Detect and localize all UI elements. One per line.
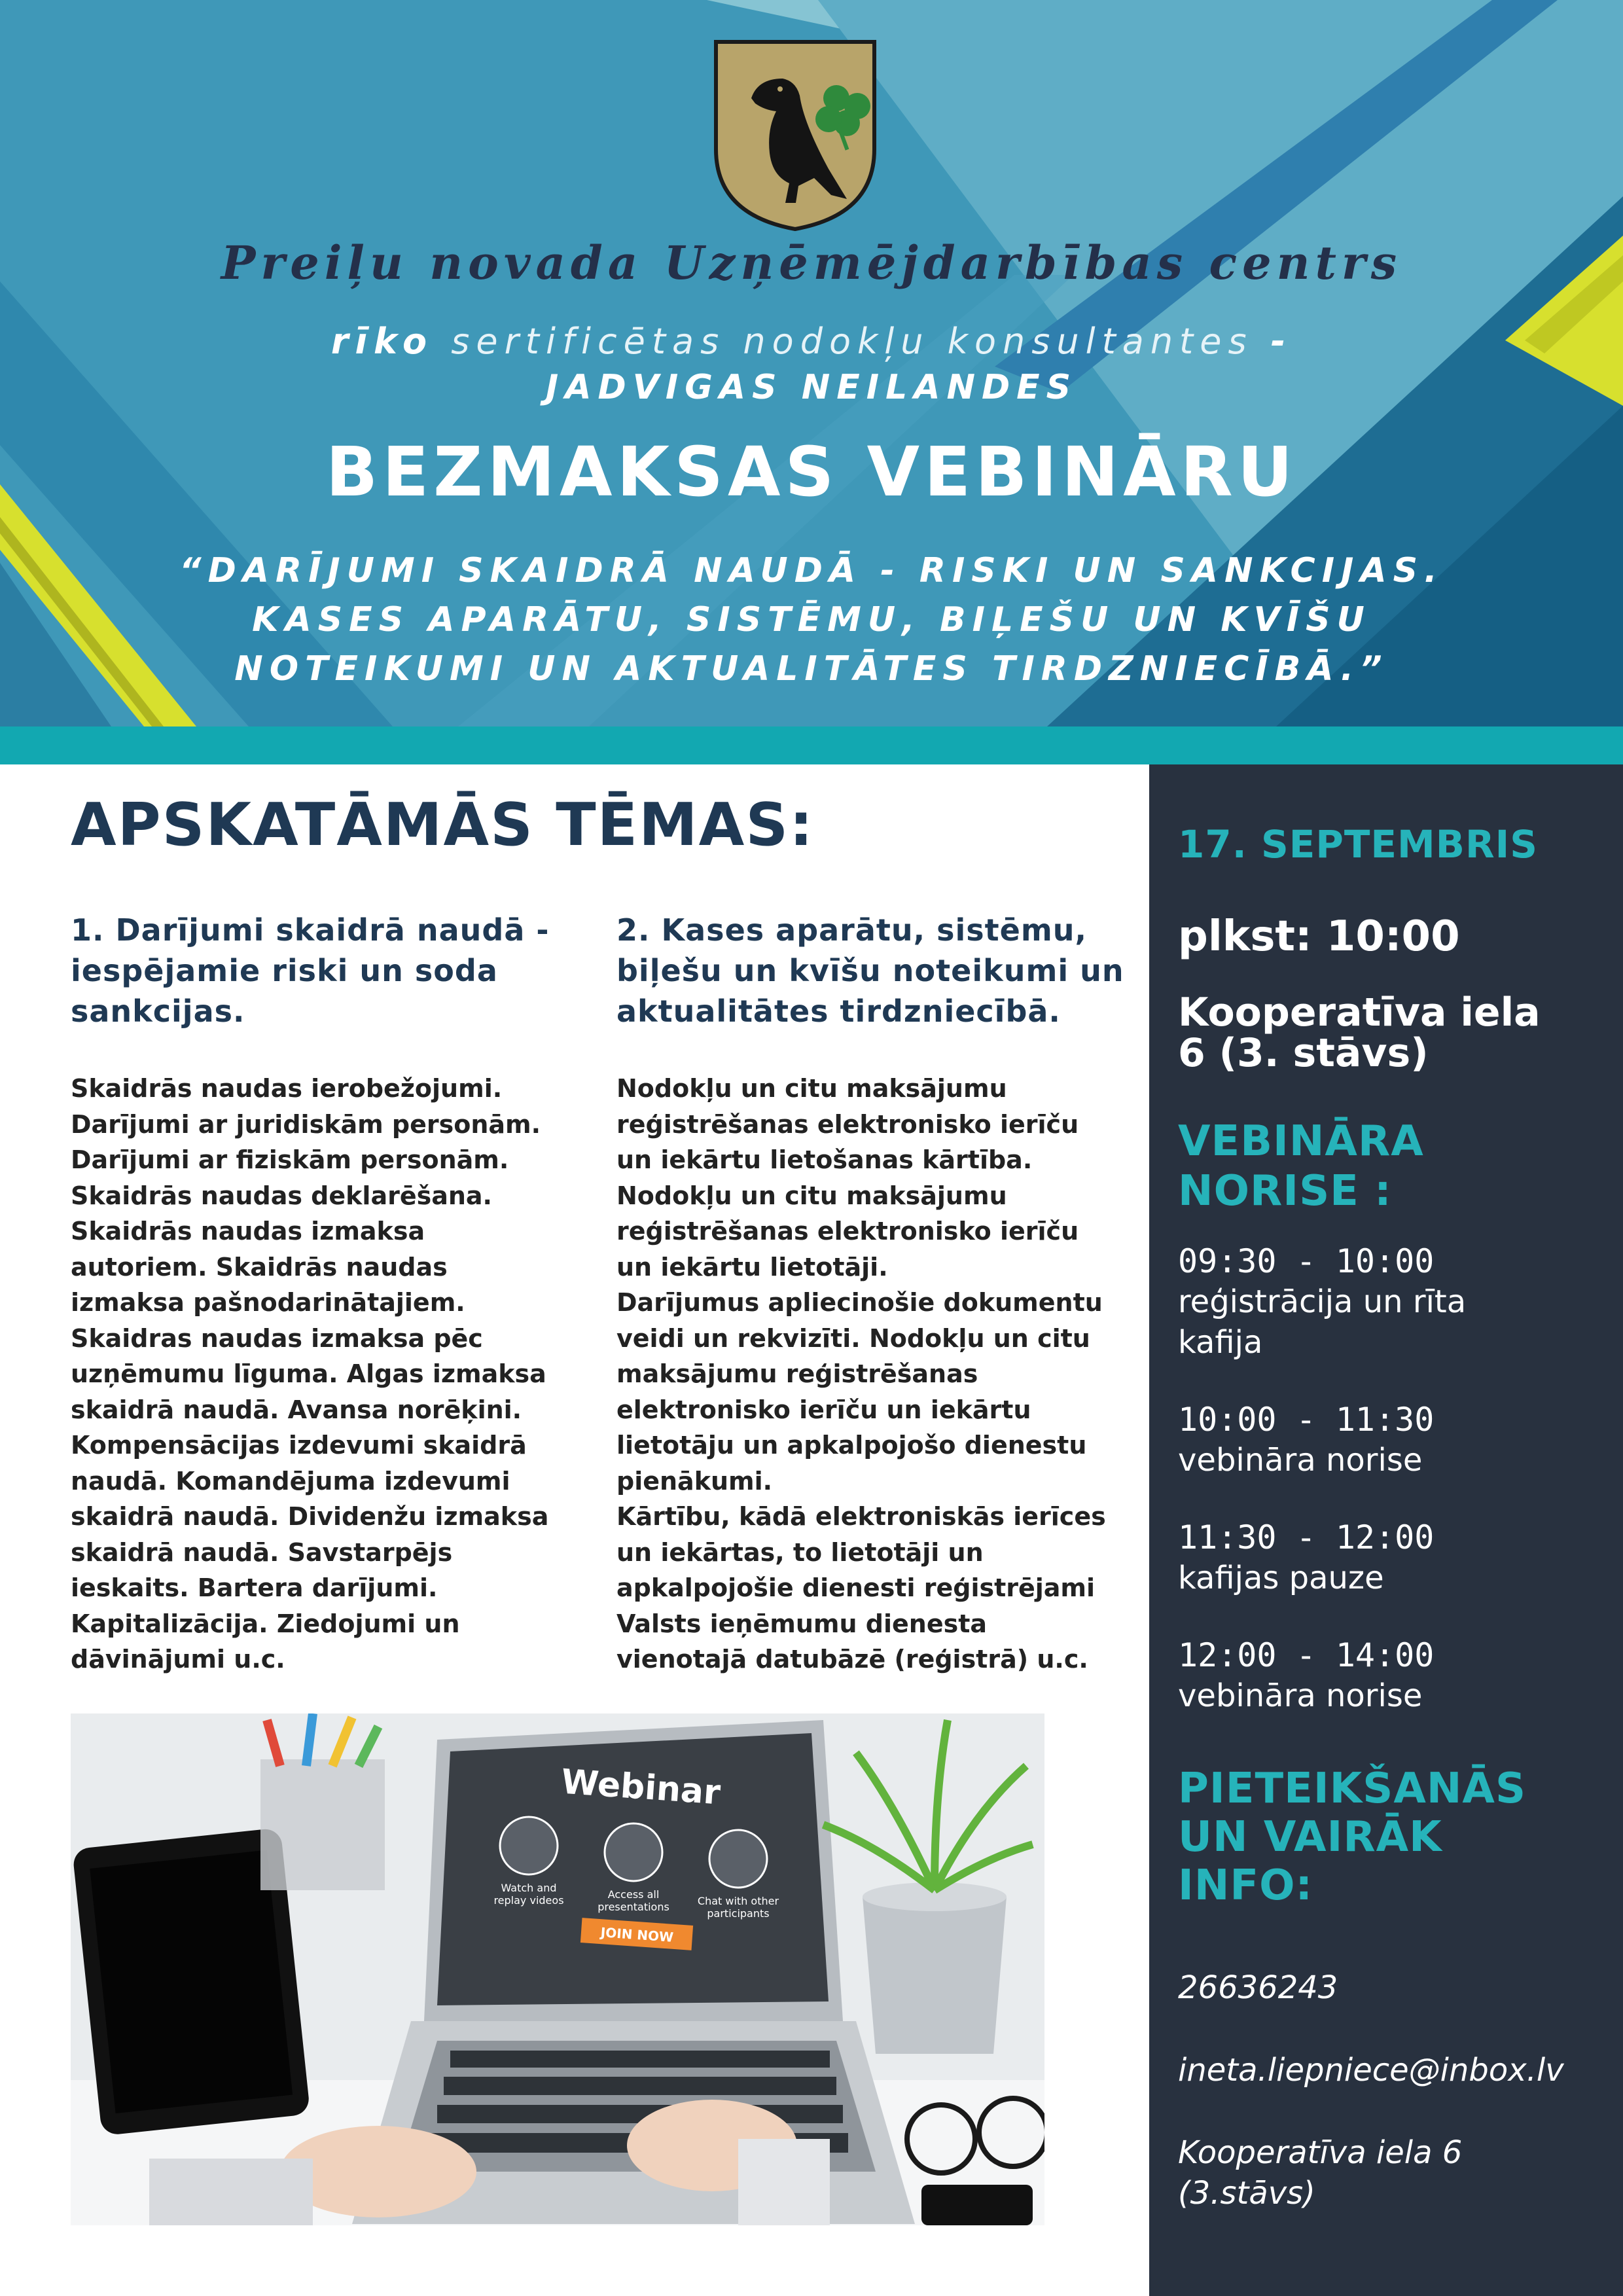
header-banner (0, 0, 1623, 726)
webinar-topic-line: KASES APARĀTU, SISTĒMU, BIĻEŠU UN KVĪŠU (252, 600, 1371, 639)
event-title: BEZMAKSAS VEBINĀRU (325, 432, 1298, 512)
schedule-item (1178, 1635, 1610, 1716)
event-details-sidebar (1149, 764, 1623, 2296)
event-date: 17. SEPTEMBRIS (1178, 822, 1538, 867)
schedule-item (1178, 1517, 1610, 1598)
topic-title: 1. Darījumi skaidrā naudā - iespējamie riski un soda sankcijas. (71, 912, 550, 1029)
organizer-description: sertificētas nodokļu konsultantes (433, 321, 1271, 362)
schedule-time: 11:30 - 12:00 (1178, 1518, 1435, 1556)
schedule-time: 12:00 - 14:00 (1178, 1636, 1435, 1674)
topic-body: Nodokļu un citu maksājumu reģistrēšanas elektronisko ierīču un iekārtu lietošanas kārtība. Nodokļu un citu maksājumu reģistrēšanas elektronisko ierīču un iekārtu lietotāji. Darījumus apliecinošie dokumentu veidi un rekvizīti. Nodokļu un citu maksājumu reģistrēšanas elektronisko ierīču un iekārtu lietotāju un apkalpojošo dienestu pienākumi. Kārtību, kādā elektroniskās ierīces un iekārtas, to lietotāji un apkalpojošie dienesti reģistrējami Valsts ieņēmumu dienesta vienotajā datubāzē (reģistrā) u.c. (616, 1074, 1106, 1674)
contact-email-link[interactable]: ineta.liepniece@inbox.lv (1178, 2052, 1564, 2089)
schedule-item (1178, 1399, 1610, 1480)
topic-column-2 (616, 910, 1153, 1677)
schedule-label: vebināra norise (1178, 1677, 1423, 1714)
teal-divider-band (0, 726, 1623, 764)
organization-name: Preiļu novada Uzņēmējdarbības centrs (221, 236, 1402, 290)
organizer-line (0, 321, 1623, 362)
coat-of-arms-icon (712, 38, 878, 232)
topic-body: Skaidrās naudas ierobežojumi. Darījumi ar juridiskām personām. Darījumi ar fiziskām personām. Skaidrās naudas deklarēšana. Skaidrās naudas izmaksa autoriem. Skaidrās naudas izmaksa pašnodarinātajiem. Skaidras naudas izmaksa pēc uzņēmumu līguma. Algas izmaksa skaidrā naudā. Avansa norēķini. Kompensācijas izdevumi skaidrā naudā. Komandējuma izdevumi skaidrā naudā. Dividenžu izmaksa skaidrā naudā. Savstarpējs ieskaits. Bartera darījumi. Kapitalizācija. Ziedojumi un dāvinājumi u.c. (71, 1074, 549, 1674)
contact-phone[interactable]: 26636243 (1178, 1969, 1338, 2006)
organizer-dash: - (1270, 321, 1293, 362)
schedule-label: reģistrācija un rīta kafija (1178, 1283, 1467, 1361)
laptop-feature-label: Watch and replay videos (493, 1882, 564, 1907)
laptop-screen-title: Webinar (560, 1762, 722, 1813)
schedule-item (1178, 1241, 1610, 1363)
topics-heading: APSKATĀMĀS TĒMAS: (71, 791, 815, 859)
registration-info-heading: PIETEIKŠANĀS UN VAIRĀK INFO: (1178, 1765, 1527, 1910)
schedule-time: 09:30 - 10:00 (1178, 1242, 1435, 1280)
join-now-label: JOIN NOW (600, 1924, 674, 1945)
consultant-name: JADVIGAS NEILANDES (545, 368, 1078, 407)
webinar-topic-line: “DARĪJUMI SKAIDRĀ NAUDĀ - RISKI UN SANKCIJAS. (179, 551, 1444, 590)
laptop-feature-label: Access all presentations (597, 1888, 669, 1914)
webinar-laptop-photo (71, 1713, 1044, 2225)
event-location: Kooperatīva iela 6 (3. stāvs) (1178, 990, 1541, 1076)
schedule-label: vebināra norise (1178, 1442, 1423, 1479)
organizer-verb: rīko (330, 321, 434, 362)
webinar-topic-line: NOTEIKUMI UN AKTUALITĀTES TIRDZNIECĪBĀ.” (234, 649, 1389, 689)
laptop-feature-label: Chat with other participants (697, 1895, 779, 1920)
contact-address: Kooperatīva iela 6 (3.stāvs) (1178, 2134, 1463, 2212)
topic-column-1 (71, 910, 594, 1677)
event-time: plkst: 10:00 (1178, 912, 1460, 961)
schedule-heading: VEBINĀRA NORISE : (1178, 1117, 1424, 1215)
schedule-time: 10:00 - 11:30 (1178, 1401, 1435, 1439)
topic-title: 2. Kases aparātu, sistēmu, biļešu un kvīšu noteikumi un aktualitātes tirdzniecībā. (616, 912, 1124, 1029)
schedule-label: kafijas pauze (1178, 1560, 1384, 1596)
